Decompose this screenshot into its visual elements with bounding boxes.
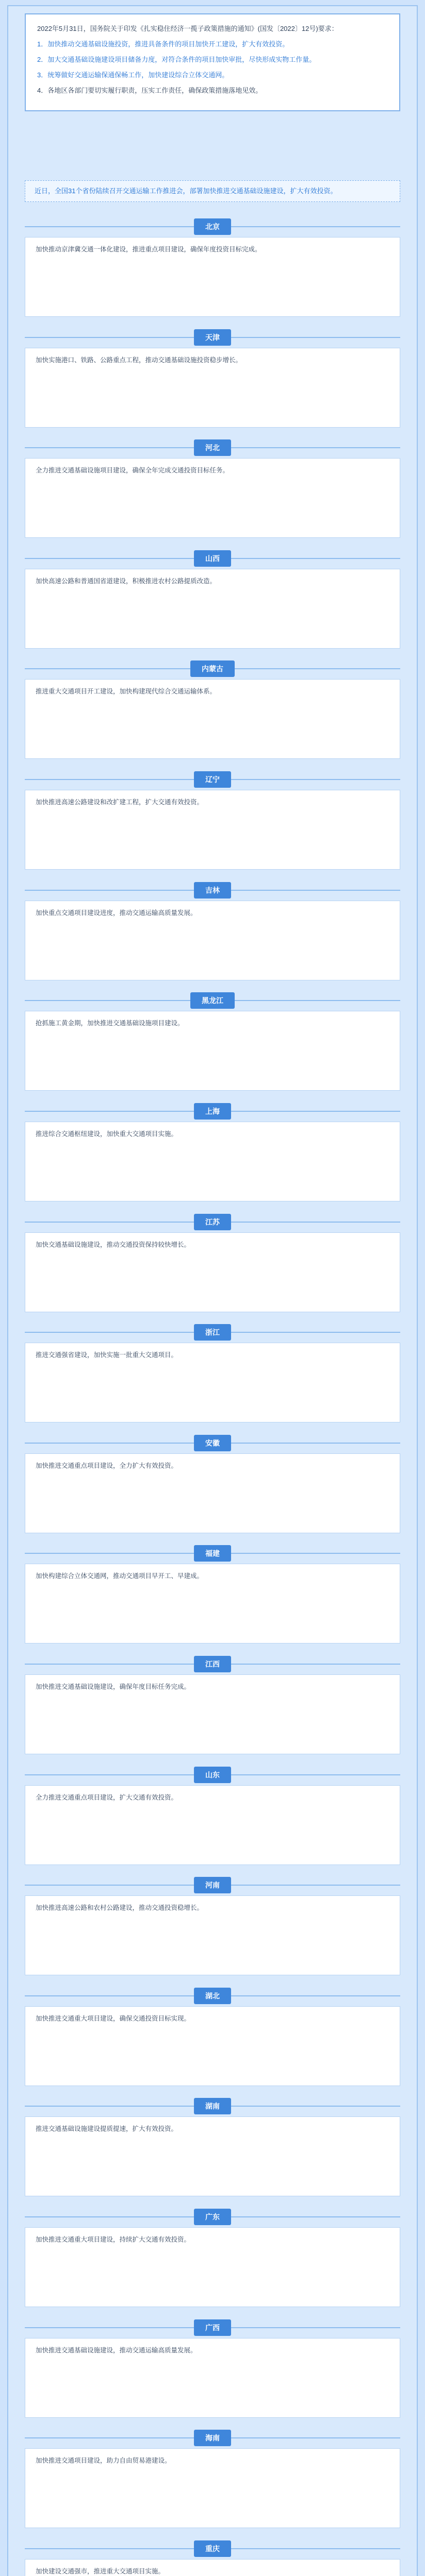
section-title: 河南 — [194, 1877, 231, 1893]
intro-paragraph: 2022年5月31日，国务院关于印发《扎实稳住经济一揽子政策措施的通知》(国发〔2022〕12号)要求： — [37, 25, 338, 32]
section-body — [25, 1232, 400, 1312]
section-header — [25, 1322, 400, 1343]
section-body — [25, 1122, 400, 1201]
section-header — [25, 2428, 400, 2448]
section-title: 福建 — [194, 1545, 231, 1562]
section-header — [25, 880, 400, 901]
section-body — [25, 1011, 400, 1091]
section-body — [25, 790, 400, 870]
section-header — [25, 1986, 400, 2006]
intro-paragraph: 3．统筹做好交通运输保通保畅工作，加快建设综合立体交通网。 — [37, 71, 229, 79]
section-header — [25, 990, 400, 1011]
section-body — [25, 1453, 400, 1533]
section-header — [25, 327, 400, 348]
section-title: 山东 — [194, 1767, 231, 1783]
section-title: 重庆 — [194, 2540, 231, 2557]
section-title: 广东 — [194, 2209, 231, 2225]
section-body — [25, 2116, 400, 2196]
section-title: 北京 — [194, 218, 231, 235]
section-body — [25, 569, 400, 649]
section-header — [25, 2317, 400, 2338]
province-section — [25, 658, 400, 759]
province-section — [25, 880, 400, 980]
section-text: 加快推进交通重大项目建设，持续扩大交通有效投资。 — [36, 2236, 191, 2243]
section-text: 加快构建综合立体交通网，推动交通项目早开工、早建成。 — [36, 1572, 204, 1580]
section-body — [25, 458, 400, 538]
province-section — [25, 2317, 400, 2418]
province-section — [25, 1212, 400, 1312]
section-header — [25, 1654, 400, 1674]
section-text: 抢抓施工黄金期，加快推进交通基础设施项目建设。 — [36, 1020, 184, 1027]
section-title: 辽宁 — [194, 771, 231, 788]
section-title: 上海 — [194, 1103, 231, 1120]
section-header — [25, 769, 400, 790]
province-section — [25, 216, 400, 317]
section-header — [25, 658, 400, 679]
section-text: 加快高速公路和普通国省道建设，积极推进农村公路提质改造。 — [36, 578, 217, 585]
province-section — [25, 990, 400, 1091]
section-header — [25, 1101, 400, 1122]
section-header — [25, 1875, 400, 1895]
section-header — [25, 2096, 400, 2116]
section-text: 加快推进交通项目建设，助力自由贸易港建设。 — [36, 2457, 171, 2464]
section-body — [25, 901, 400, 980]
section-text: 推进交通基础设施建设提质提速，扩大有效投资。 — [36, 2125, 178, 2132]
section-text: 加快推进交通重点项目建设，全力扩大有效投资。 — [36, 1462, 178, 1469]
section-text: 推进重大交通项目开工建设，加快构建现代综合交通运输体系。 — [36, 688, 217, 695]
province-section — [25, 1433, 400, 1533]
section-text: 全力推进交通基础设施项目建设，确保全年完成交通投资目标任务。 — [36, 467, 230, 474]
section-header — [25, 1765, 400, 1785]
section-body — [25, 348, 400, 428]
section-text: 加快推进高速公路和农村公路建设，推动交通投资稳增长。 — [36, 1904, 204, 1911]
section-title: 山西 — [194, 550, 231, 567]
section-title: 江西 — [194, 1656, 231, 1672]
province-section — [25, 1986, 400, 2086]
section-text: 加快实施港口、铁路、公路重点工程，推动交通基础设施投资稳步增长。 — [36, 357, 242, 364]
province-section — [25, 1875, 400, 1975]
summary-box: 近日，全国31个省份陆续召开交通运输工作推进会，部署加快推进交通基础设施建设，扩大有效投资。 — [25, 180, 400, 202]
section-title: 安徽 — [194, 1435, 231, 1451]
section-title: 吉林 — [194, 882, 231, 899]
section-body — [25, 2006, 400, 2086]
section-title: 湖南 — [194, 2098, 231, 2114]
section-text: 加快重点交通项目建设进度，推动交通运输高质量发展。 — [36, 909, 197, 917]
section-text: 推进交通强省建设，加快实施一批重大交通项目。 — [36, 1351, 178, 1359]
province-section — [25, 2428, 400, 2528]
province-section — [25, 769, 400, 870]
province-section — [25, 2096, 400, 2196]
intro-paragraph: 1．加快推动交通基础设施投资，推进具备条件的项目加快开工建设，扩大有效投资。 — [37, 40, 289, 48]
section-title: 湖北 — [194, 1988, 231, 2004]
province-section — [25, 1101, 400, 1201]
section-body — [25, 679, 400, 759]
section-text: 加快推动京津冀交通一体化建设，推进重点项目建设，确保年度投资目标完成。 — [36, 246, 261, 253]
intro-box — [25, 13, 400, 111]
section-text: 加快推进交通基础设施建设，推动交通运输高质量发展。 — [36, 2347, 197, 2354]
province-section — [25, 2207, 400, 2307]
section-body — [25, 1895, 400, 1975]
section-body — [25, 237, 400, 317]
section-header — [25, 1212, 400, 1232]
section-text: 推进综合交通枢纽建设，加快重大交通项目实施。 — [36, 1130, 178, 1138]
section-text: 加快建设交通强市，推进重大交通项目实施。 — [36, 2568, 165, 2575]
section-body — [25, 2227, 400, 2307]
section-body — [25, 2559, 400, 2576]
section-title: 黑龙江 — [190, 992, 235, 1009]
section-body — [25, 2338, 400, 2418]
section-text: 加快推进交通重大项目建设，确保交通投资目标实现。 — [36, 2015, 191, 2022]
section-title: 江苏 — [194, 1214, 231, 1230]
province-section — [25, 437, 400, 538]
section-header — [25, 2538, 400, 2559]
section-title: 广西 — [194, 2319, 231, 2336]
province-section — [25, 327, 400, 428]
section-header — [25, 216, 400, 237]
section-title: 浙江 — [194, 1324, 231, 1341]
section-title: 海南 — [194, 2430, 231, 2446]
section-title: 河北 — [194, 439, 231, 456]
province-section — [25, 1765, 400, 1865]
section-header — [25, 1543, 400, 1564]
section-body — [25, 1674, 400, 1754]
province-section — [25, 1322, 400, 1422]
section-text: 加快推进交通基础设施建设，确保年度目标任务完成。 — [36, 1683, 191, 1690]
section-title: 内蒙古 — [190, 660, 235, 677]
section-header — [25, 2207, 400, 2227]
section-header — [25, 548, 400, 569]
section-text: 加快交通基础设施建设，推动交通投资保持较快增长。 — [36, 1241, 191, 1248]
section-text: 加快推进高速公路建设和改扩建工程，扩大交通有效投资。 — [36, 799, 204, 806]
province-section — [25, 548, 400, 649]
province-section — [25, 2538, 400, 2576]
section-header — [25, 1433, 400, 1453]
section-body — [25, 1785, 400, 1865]
section-title: 天津 — [194, 329, 231, 346]
intro-paragraph: 4．各地区各部门要切实履行职责，压实工作责任，确保政策措施落地见效。 — [37, 87, 263, 94]
province-section — [25, 1654, 400, 1754]
province-section — [25, 1543, 400, 1643]
section-body — [25, 1564, 400, 1643]
section-header — [25, 437, 400, 458]
section-body — [25, 2448, 400, 2528]
section-text: 全力推进交通重点项目建设，扩大交通有效投资。 — [36, 1794, 178, 1801]
section-body — [25, 1343, 400, 1422]
intro-paragraph: 2．加大交通基础设施建设项目储备力度，对符合条件的项目加快审批，尽快形成实物工作量。 — [37, 56, 316, 63]
